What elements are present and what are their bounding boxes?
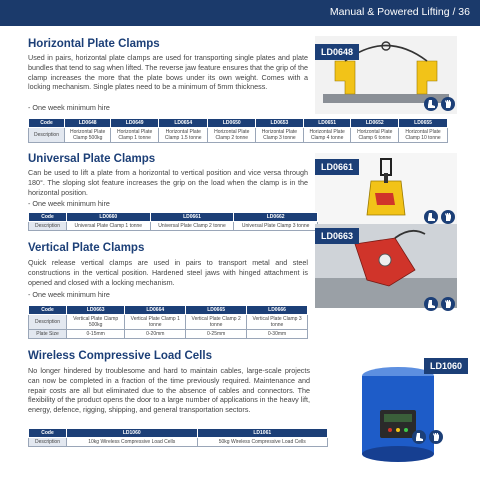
universal-spec-table <box>28 212 318 231</box>
code-cell: LD0650 <box>208 119 256 128</box>
code-cell: LD0655 <box>399 119 448 128</box>
code-cell: LD1060 <box>67 429 198 438</box>
description-cell: 50kg Wireless Compressive Load Cells <box>197 438 328 447</box>
table-row <box>29 213 318 222</box>
row-header-code: Code <box>29 306 67 315</box>
safety-boot-icon <box>424 210 438 224</box>
code-cell: LD0649 <box>111 119 159 128</box>
code-cell: LD0665 <box>186 306 247 315</box>
horizontal-spec-table <box>28 118 448 143</box>
description-cell: Horizontal Plate Clamp 10 tonne <box>399 128 448 143</box>
description-cell: Horizontal Plate Clamp 1.5 tonne <box>159 128 208 143</box>
vertical-bullet: - One week minimum hire <box>28 290 110 299</box>
row-header-description: Description <box>29 315 67 330</box>
description-cell: Horizontal Plate Clamp 500kg <box>65 128 111 143</box>
description-cell: Horizontal Plate Clamp 2 tonne <box>208 128 256 143</box>
plate-size-cell: 0-15mm <box>67 330 125 339</box>
plate-size-cell: 0-25mm <box>186 330 247 339</box>
safety-boot-icon <box>412 430 426 444</box>
row-header-description: Description <box>29 222 67 231</box>
code-cell: LD0660 <box>67 213 151 222</box>
code-cell: LD0661 <box>150 213 234 222</box>
safety-boot-icon <box>424 297 438 311</box>
wireless-product-tag: LD1060 <box>424 358 468 374</box>
safety-glove-icon <box>441 210 455 224</box>
code-cell: LD0653 <box>256 119 304 128</box>
description-cell: Vertical Plate Clamp 2 tonne <box>186 315 247 330</box>
code-cell: LD0662 <box>234 213 318 222</box>
universal-product-tag: LD0661 <box>315 159 359 175</box>
description-cell: Horizontal Plate Clamp 4 tonne <box>303 128 351 143</box>
table-row <box>29 438 328 447</box>
row-header-code: Code <box>29 119 65 128</box>
description-cell: Universal Plate Clamp 3 tonne <box>234 222 318 231</box>
description-cell: Universal Plate Clamp 2 tonne <box>150 222 234 231</box>
wireless-spec-table <box>28 428 328 447</box>
horizontal-body: Used in pairs, horizontal plate clamps are used for transporting single plates and plate bundles that tend to sag when lifted. The reverse jaw feature ensures that the grip of the clamp increases the more that the plate bows under its own weight. Comes with a locking mechanism. Single plates need to be a minimum of 5mm thickness. <box>28 53 308 92</box>
code-cell: LD0664 <box>125 306 186 315</box>
table-row <box>29 222 318 231</box>
code-cell: LD0652 <box>351 119 399 128</box>
safety-glove-icon <box>441 97 455 111</box>
row-header-plate-size: Plate Size <box>29 330 67 339</box>
horizontal-title: Horizontal Plate Clamps <box>28 38 160 50</box>
vertical-product-tag: LD0663 <box>315 228 359 244</box>
universal-body: Can be used to lift a plate from a horizontal to vertical position and vice versa through 180°. The sloping slot feature increases the grip on the load when the clamp is in the horizontal position. <box>28 168 308 197</box>
description-cell: Universal Plate Clamp 1 tonne <box>67 222 151 231</box>
safety-boot-icon <box>424 97 438 111</box>
table-row <box>29 128 448 143</box>
plate-size-cell: 0-30mm <box>247 330 308 339</box>
code-cell: LD0666 <box>247 306 308 315</box>
wireless-title: Wireless Compressive Load Cells <box>28 350 212 362</box>
description-cell: Vertical Plate Clamp 500kg <box>67 315 125 330</box>
description-cell: Vertical Plate Clamp 3 tonne <box>247 315 308 330</box>
vertical-title: Vertical Plate Clamps <box>28 242 145 254</box>
description-cell: Horizontal Plate Clamp 6 tonne <box>351 128 399 143</box>
safety-glove-icon <box>441 297 455 311</box>
load-cell-photo <box>350 364 446 464</box>
description-cell: Vertical Plate Clamp 1 tonne <box>125 315 186 330</box>
table-row <box>29 119 448 128</box>
row-header-description: Description <box>29 128 65 143</box>
vertical-spec-table <box>28 305 308 339</box>
wireless-body: No longer hindered by troublesome and hard to maintain cables, large-scale projects can now be completed in a fraction of the time previously required. Maintenance and repair costs are all but eliminated due to the absence of cables and connectors. The flexibility of the product opens the door to a large number of applications in the heavy lift, energy, defence, rigging, shipping, and general transportation sectors. <box>28 366 310 415</box>
row-header-code: Code <box>29 429 67 438</box>
description-cell: 10kg Wireless Compressive Load Cells <box>67 438 198 447</box>
code-cell: LD0651 <box>303 119 351 128</box>
header-bar <box>0 0 480 26</box>
universal-bullet: - One week minimum hire <box>28 199 110 208</box>
row-header-description: Description <box>29 438 67 447</box>
table-row <box>29 429 328 438</box>
horizontal-bullet: - One week minimum hire <box>28 103 110 112</box>
table-row <box>29 306 308 315</box>
horizontal-product-tag: LD0648 <box>315 44 359 60</box>
table-row <box>29 315 308 330</box>
description-cell: Horizontal Plate Clamp 1 tonne <box>111 128 159 143</box>
row-header-code: Code <box>29 213 67 222</box>
safety-glove-icon <box>429 430 443 444</box>
code-cell: LD0648 <box>65 119 111 128</box>
code-cell: LD0654 <box>159 119 208 128</box>
code-cell: LD0663 <box>67 306 125 315</box>
universal-title: Universal Plate Clamps <box>28 153 156 165</box>
table-row <box>29 330 308 339</box>
plate-size-cell: 0-20mm <box>125 330 186 339</box>
page-title: Manual & Powered Lifting / 36 <box>329 6 470 18</box>
description-cell: Horizontal Plate Clamp 3 tonne <box>256 128 304 143</box>
code-cell: LD1061 <box>197 429 328 438</box>
vertical-body: Quick release vertical clamps are used in pairs to transport metal and steel constructions in the vertical position. Hardened steel jaws with hinged attachment is opened and closed with a locking mechanism. <box>28 258 308 287</box>
